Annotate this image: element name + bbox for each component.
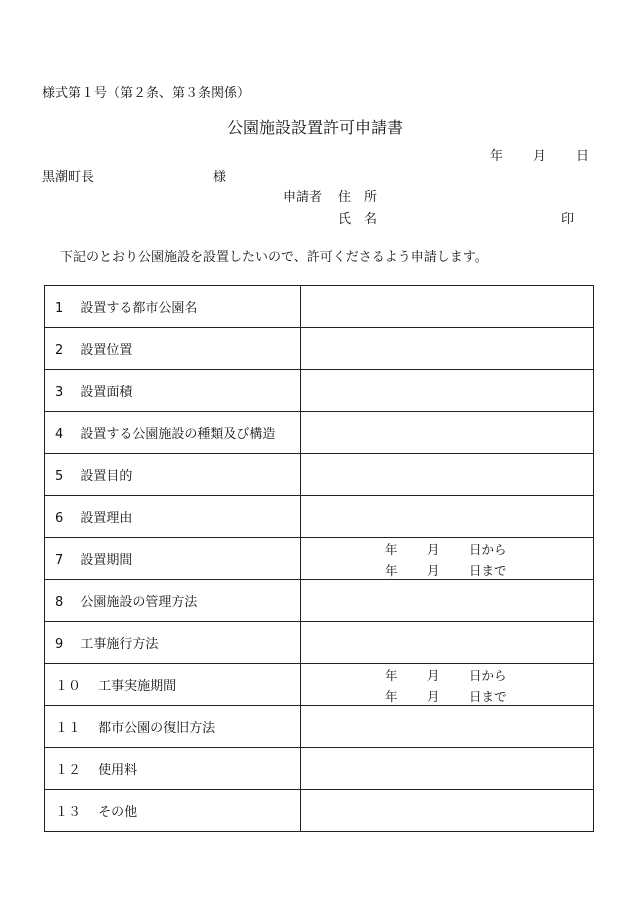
period-from-label: 日から <box>469 542 507 557</box>
table-row <box>45 538 594 580</box>
table-row <box>45 622 594 664</box>
period-year-label: 年 <box>385 668 398 683</box>
application-table <box>44 285 594 832</box>
period-month-label: 月 <box>427 689 440 704</box>
period-month-label: 月 <box>427 563 440 578</box>
period-until-label: 日まで <box>469 563 507 578</box>
row-value-field[interactable] <box>301 790 594 832</box>
date-month-label: 月 <box>533 149 547 164</box>
row-value-field[interactable] <box>301 706 594 748</box>
row-value-field[interactable] <box>301 412 594 454</box>
row-label: １１ 都市公園の復旧方法 <box>45 706 301 748</box>
table-row <box>45 370 594 412</box>
date-day-label: 日 <box>576 149 590 164</box>
form-number: 様式第１号（第２条、第３条関係） <box>42 86 251 101</box>
row-label: 5 設置目的 <box>45 454 301 496</box>
date-year-label: 年 <box>490 149 504 164</box>
period-until-label: 日まで <box>469 689 507 704</box>
period-month-label: 月 <box>427 668 440 683</box>
row-value-field[interactable] <box>301 622 594 664</box>
row-value-field[interactable] <box>301 370 594 412</box>
table-row <box>45 706 594 748</box>
document-title: 公園施設設置許可申請書 <box>226 118 403 137</box>
period-month-label: 月 <box>427 542 440 557</box>
row-value-field[interactable] <box>301 580 594 622</box>
table-row <box>45 412 594 454</box>
row-label: 4 設置する公園施設の種類及び構造 <box>45 412 301 454</box>
applicant-label: 申請者 <box>283 190 323 205</box>
row-value-field[interactable] <box>301 328 594 370</box>
row-value-field[interactable] <box>301 286 594 328</box>
period-year-label: 年 <box>385 563 398 578</box>
addressee: 黒潮町長 <box>42 170 95 185</box>
row-value-field[interactable] <box>301 496 594 538</box>
row-label: 7 設置期間 <box>45 538 301 580</box>
intro-text: 下記のとおり公園施設を設置したいので、許可くださるよう申請します。 <box>60 250 488 265</box>
table-row <box>45 790 594 832</box>
table-row <box>45 664 594 706</box>
row-value-field[interactable] <box>301 454 594 496</box>
period-year-label: 年 <box>385 689 398 704</box>
row-label: 9 工事施行方法 <box>45 622 301 664</box>
row-label: 8 公園施設の管理方法 <box>45 580 301 622</box>
table-row <box>45 580 594 622</box>
period-from-label: 日から <box>469 668 507 683</box>
table-row <box>45 454 594 496</box>
row-label: 1 設置する都市公園名 <box>45 286 301 328</box>
table-row <box>45 748 594 790</box>
row-label: １０ 工事実施期間 <box>45 664 301 706</box>
table-row <box>45 496 594 538</box>
table-row <box>45 286 594 328</box>
row-label: １２ 使用料 <box>45 748 301 790</box>
row-label: 2 設置位置 <box>45 328 301 370</box>
row-label: １３ その他 <box>45 790 301 832</box>
work-period-field[interactable] <box>301 664 594 706</box>
row-label: 6 設置理由 <box>45 496 301 538</box>
seal-mark: 印 <box>561 212 575 227</box>
honorific: 様 <box>213 170 227 185</box>
row-label: 3 設置面積 <box>45 370 301 412</box>
row-value-field[interactable] <box>301 748 594 790</box>
table-row <box>45 328 594 370</box>
installation-period-field[interactable] <box>301 538 594 580</box>
period-year-label: 年 <box>385 542 398 557</box>
address-label: 住 所 <box>338 190 378 205</box>
name-label: 氏 名 <box>338 212 378 227</box>
